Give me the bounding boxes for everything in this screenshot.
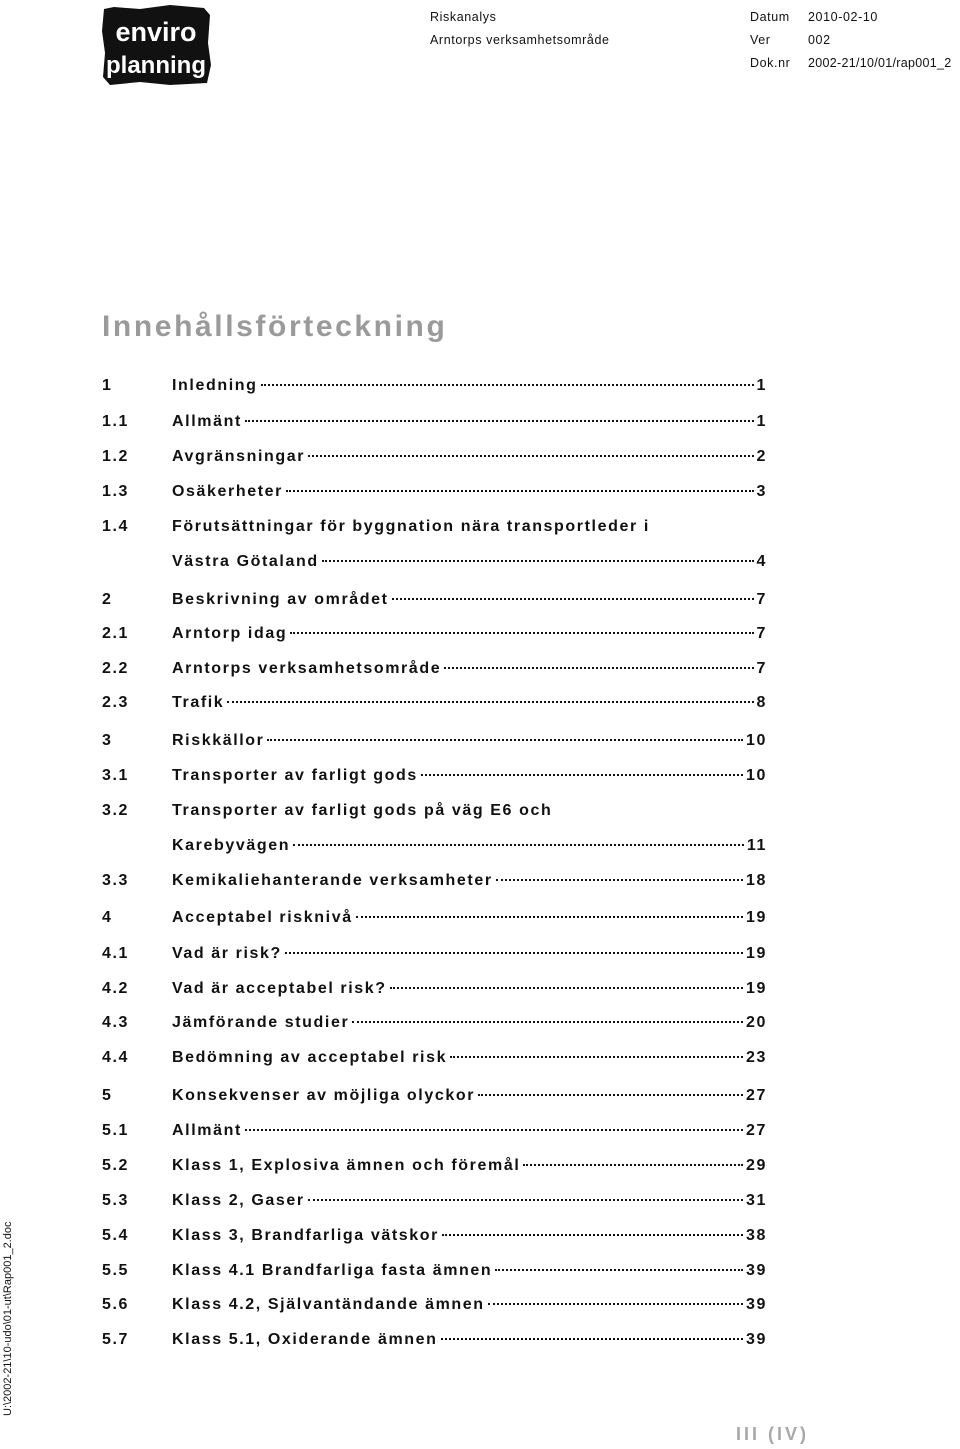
- toc-leader-dots: [495, 1269, 743, 1271]
- toc-entry-number: 5.4: [102, 1227, 130, 1244]
- toc-entry[interactable]: [102, 1014, 767, 1038]
- toc-leader-dots: [442, 1234, 743, 1236]
- toc-entry-page: 39: [746, 1262, 767, 1279]
- toc-entry-number: 3.1: [102, 767, 130, 784]
- toc-entry[interactable]: [102, 1049, 767, 1073]
- toc-leader-dots: [245, 1129, 743, 1131]
- toc-entry[interactable]: [102, 625, 767, 649]
- toc-entry-page: 27: [746, 1087, 767, 1104]
- toc-entry[interactable]: [102, 660, 767, 684]
- toc-leader-dots: [496, 879, 743, 881]
- toc-entry[interactable]: [102, 980, 767, 1004]
- toc-entry-number: 2: [102, 591, 113, 608]
- toc-entry-page: 39: [746, 1296, 767, 1313]
- toc-entry-title: Osäkerheter: [172, 483, 283, 500]
- header-doc-subject: Arntorps verksamhetsområde: [430, 33, 610, 47]
- toc-entry-title: Klass 3, Brandfarliga vätskor: [172, 1227, 439, 1244]
- toc-entry-page: 1: [756, 413, 767, 430]
- toc-entry-page: 19: [746, 980, 767, 997]
- toc-entry-title: Bedömning av acceptabel risk: [172, 1049, 448, 1066]
- toc-entry-number: 4.3: [102, 1014, 130, 1031]
- toc-entry-page: 19: [746, 945, 767, 962]
- toc-entry-number: 1.2: [102, 448, 130, 465]
- toc-entry-page: 4: [756, 553, 767, 570]
- enviroplanning-logo: [100, 3, 212, 86]
- toc-entry-page: 18: [746, 872, 767, 889]
- toc-entry-title: Klass 4.2, Självantändande ämnen: [172, 1296, 485, 1313]
- toc-entry-page: 1: [756, 377, 767, 394]
- toc-leader-dots: [450, 1056, 743, 1058]
- toc-leader-dots: [308, 455, 753, 457]
- toc-leader-dots: [322, 560, 754, 562]
- toc-leader-dots: [356, 916, 743, 918]
- header-date-label: Datum: [750, 10, 790, 24]
- toc-entry[interactable]: [102, 945, 767, 969]
- toc-entry-title: Konsekvenser av möjliga olyckor: [172, 1087, 476, 1104]
- toc-title: Innehållsförteckning: [102, 310, 448, 343]
- toc-entry-title: Vad är acceptabel risk?: [172, 980, 387, 997]
- toc-leader-dots: [286, 490, 754, 492]
- toc-entry[interactable]: [102, 1331, 767, 1355]
- toc-entry[interactable]: [102, 732, 767, 756]
- toc-entry-number: 4.2: [102, 980, 130, 997]
- toc-entry-number: 2.3: [102, 694, 130, 711]
- header-ver-label: Ver: [750, 33, 771, 47]
- toc-leader-dots: [441, 1338, 743, 1340]
- header-doknr-label: Dok.nr: [750, 56, 791, 70]
- toc-entry[interactable]: [102, 448, 767, 472]
- toc-leader-dots: [523, 1164, 743, 1166]
- logo-text-planning: planning: [106, 52, 206, 79]
- toc-entry-title-line1: Förutsättningar för byggnation nära transportleder i: [172, 518, 650, 535]
- toc-entry-page: 19: [746, 909, 767, 926]
- toc-entry[interactable]: [102, 1296, 767, 1320]
- toc-entry-page: 29: [746, 1157, 767, 1174]
- toc-entry-title: Karebyvägen: [172, 837, 291, 854]
- toc-entry-number: 3.2: [102, 802, 130, 819]
- toc-entry[interactable]: [102, 767, 767, 791]
- toc-leader-dots: [290, 632, 753, 634]
- toc-entry-number: 5.2: [102, 1157, 130, 1174]
- toc-entry-page: 7: [756, 660, 767, 677]
- header-doknr-value: 2002-21/10/01/rap001_2: [808, 56, 952, 70]
- toc-entry-number: 4.4: [102, 1049, 130, 1066]
- toc-entry[interactable]: [102, 1087, 767, 1111]
- toc-entry-title: Allmänt: [172, 1122, 242, 1139]
- toc-entry-title: Beskrivning av området: [172, 591, 389, 608]
- toc-leader-dots: [285, 952, 743, 954]
- toc-entry[interactable]: [102, 377, 767, 401]
- toc-entry[interactable]: [102, 1227, 767, 1251]
- toc-entry-title: Trafik: [172, 694, 225, 711]
- toc-entry[interactable]: [102, 413, 767, 437]
- toc-entry-number: 5: [102, 1087, 113, 1104]
- toc-entry[interactable]: [102, 518, 767, 578]
- toc-leader-dots: [267, 739, 743, 741]
- toc-leader-dots: [478, 1094, 743, 1096]
- toc-entry-title: Arntorps verksamhetsområde: [172, 660, 442, 677]
- toc-entry[interactable]: [102, 802, 767, 862]
- toc-entry-title: Klass 2, Gaser: [172, 1192, 305, 1209]
- toc-entry-page: 23: [746, 1049, 767, 1066]
- toc-leader-dots: [421, 774, 743, 776]
- toc-entry-title: Arntorp idag: [172, 625, 288, 642]
- toc-entry-page: 7: [756, 591, 767, 608]
- toc-entry-number: 2.1: [102, 625, 130, 642]
- toc-entry[interactable]: [102, 591, 767, 615]
- document-file-path: U:\2002-21\10-udo\01-ut\Rap001_2.doc: [2, 1221, 14, 1416]
- header-date-value: 2010-02-10: [808, 10, 878, 24]
- toc-entry-page: 27: [746, 1122, 767, 1139]
- toc-leader-dots: [293, 844, 744, 846]
- toc-entry-number: 3.3: [102, 872, 130, 889]
- toc-entry-page: 39: [746, 1331, 767, 1348]
- toc-leader-dots: [308, 1199, 743, 1201]
- toc-entry-number: 1.3: [102, 483, 130, 500]
- toc-entry-page: 8: [756, 694, 767, 711]
- header-ver-value: 002: [808, 33, 831, 47]
- toc-entry[interactable]: [102, 872, 767, 896]
- toc-entry[interactable]: [102, 694, 767, 718]
- toc-entry-page: 31: [746, 1192, 767, 1209]
- logo-text-enviro: enviro: [115, 17, 197, 47]
- header-doc-type: Riskanalys: [430, 10, 497, 24]
- toc-leader-dots: [261, 384, 754, 386]
- toc-entry-title: Jämförande studier: [172, 1014, 350, 1031]
- toc-entry[interactable]: [102, 1262, 767, 1286]
- toc-entry-page: 7: [756, 625, 767, 642]
- toc-entry-number: 3: [102, 732, 113, 749]
- toc-entry-number: 4.1: [102, 945, 130, 962]
- toc-leader-dots: [227, 701, 753, 703]
- toc-entry-title: Klass 4.1 Brandfarliga fasta ämnen: [172, 1262, 493, 1279]
- toc-entry-title: Avgränsningar: [172, 448, 306, 465]
- toc-entry-title-line1: Transporter av farligt gods på väg E6 och: [172, 802, 553, 819]
- toc-entry-title: Transporter av farligt gods: [172, 767, 418, 784]
- toc-entry-title: Acceptabel risknivå: [172, 909, 353, 926]
- toc-entry-title: Klass 5.1, Oxiderande ämnen: [172, 1331, 438, 1348]
- toc-entry-number: 2.2: [102, 660, 130, 677]
- toc-entry-title: Västra Götaland: [172, 553, 319, 570]
- toc-leader-dots: [352, 1021, 743, 1023]
- toc-leader-dots: [390, 987, 743, 989]
- toc-entry-page: 3: [756, 483, 767, 500]
- toc-entry-number: 4: [102, 909, 113, 926]
- toc-entry-number: 5.1: [102, 1122, 130, 1139]
- toc-entry-number: 1: [102, 377, 113, 394]
- toc-entry-page: 10: [746, 767, 767, 784]
- toc-entry-number: 1.4: [102, 518, 130, 535]
- toc-entry[interactable]: [102, 909, 767, 933]
- toc-entry-number: 5.7: [102, 1331, 130, 1348]
- toc-entry[interactable]: [102, 1122, 767, 1146]
- toc-entry[interactable]: [102, 1157, 767, 1181]
- toc-entry-title: Inledning: [172, 377, 258, 394]
- toc-leader-dots: [444, 667, 753, 669]
- toc-entry-page: 38: [746, 1227, 767, 1244]
- toc-entry-title: Riskkällor: [172, 732, 265, 749]
- toc-leader-dots: [245, 420, 754, 422]
- toc-entry-title: Allmänt: [172, 413, 242, 430]
- page-number: III (IV): [736, 1424, 809, 1444]
- toc-entry-page: 11: [746, 837, 767, 854]
- toc-entry-number: 1.1: [102, 413, 130, 430]
- toc-entry[interactable]: [102, 483, 767, 507]
- toc-leader-dots: [392, 598, 754, 600]
- toc-entry-title: Klass 1, Explosiva ämnen och föremål: [172, 1157, 521, 1174]
- toc-entry[interactable]: [102, 1192, 767, 1216]
- toc-leader-dots: [488, 1303, 743, 1305]
- toc-entry-page: 2: [756, 448, 767, 465]
- toc-entry-page: 20: [746, 1014, 767, 1031]
- toc-entry-title: Kemikaliehanterande verksamheter: [172, 872, 493, 889]
- toc-entry-page: 10: [746, 732, 767, 749]
- toc-entry-title: Vad är risk?: [172, 945, 282, 962]
- toc-entry-number: 5.6: [102, 1296, 130, 1313]
- toc-entry-number: 5.5: [102, 1262, 130, 1279]
- toc-entry-number: 5.3: [102, 1192, 130, 1209]
